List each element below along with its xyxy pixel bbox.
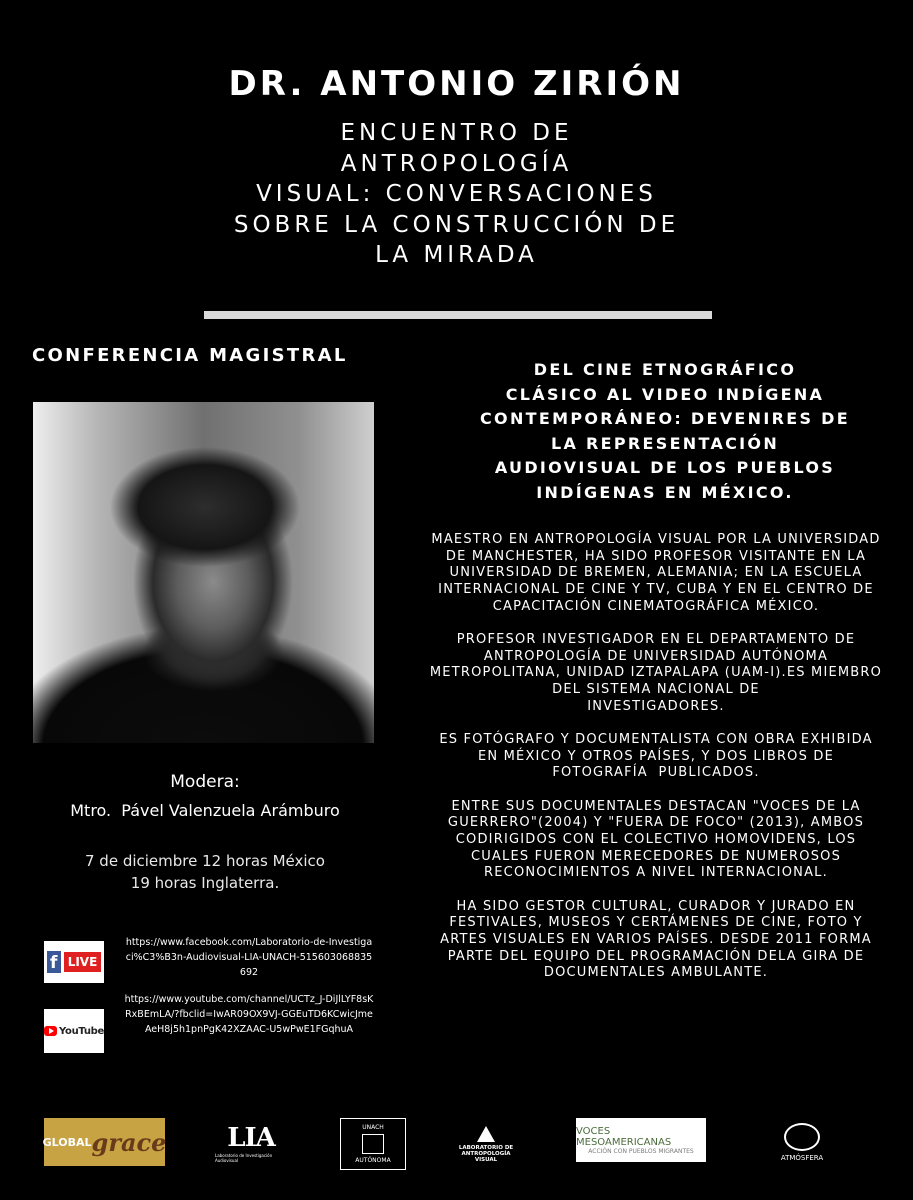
moderator-name: Mtro. Pável Valenzuela Arámburo [70, 801, 340, 820]
lia-logo-subtext: Laboratorio de Investigación Audiovisual [215, 1153, 273, 1163]
bio-line: CAPACITACIÓN CINEMATOGRÁFICA MÉXICO. [492, 598, 820, 614]
bio-line: RECONOCIMIENTOS A NIVEL INTERNACIONAL. [484, 865, 828, 881]
bio-line: ARTES VISUALES EN VARIOS PAÍSES. DESDE 2011 FORMA [440, 932, 872, 948]
conference-label: CONFERENCIA MAGISTRAL [32, 345, 348, 366]
schedule [40, 850, 370, 894]
talk-title-line: AUDIOVISUAL DE LOS PUEBLOS [494, 458, 836, 477]
lab-mark-icon [477, 1126, 495, 1142]
facebook-live-badge[interactable] [44, 941, 104, 983]
subtitle-line: ANTROPOLOGÍA [340, 150, 573, 177]
youtube-label: YouTube [59, 1025, 104, 1037]
bio-line: FOTOGRAFÍA PUBLICADOS. [552, 765, 760, 781]
bio-line: DE MANCHESTER, HA SIDO PROFESOR VISITANTE EN LA [445, 548, 867, 564]
subtitle-line: SOBRE LA CONSTRUCCIÓN DE [233, 211, 680, 238]
subtitle-line: LA MIRADA [375, 242, 538, 268]
bio-line: PARTE DEL EQUIPO DEL PROGRAMACIÓN DELA GIRA DE [447, 948, 865, 964]
global-grace-logo [44, 1118, 165, 1166]
lia-logo [215, 1118, 287, 1168]
bio-line: PROFESOR INVESTIGADOR EN EL DEPARTAMENTO DE [456, 632, 856, 648]
voces-logo-text: VOCES MESOAMERICANAS [576, 1125, 672, 1148]
moderator-label: Modera: [170, 772, 240, 792]
schedule-line: 19 horas Inglaterra. [130, 874, 280, 892]
lia-logo-text: LIA [227, 1123, 275, 1153]
bio-line: EN MÉXICO Y OTROS PAÍSES, Y DOS LIBROS DE [477, 748, 835, 764]
seal-shield-icon [362, 1134, 384, 1154]
page-title: DR. ANTONIO ZIRIÓN [228, 64, 685, 104]
global-grace-text-b: grace [91, 1127, 167, 1157]
voces-mesoamericanas-logo [576, 1118, 706, 1162]
bio-line: DEL SISTEMA NACIONAL DE [552, 682, 760, 698]
talk-title-line: CLÁSICO AL VIDEO INDÍGENA [505, 384, 825, 404]
bio-paragraph [410, 799, 902, 883]
talk-title-line: INDÍGENAS EN MÉXICO. [536, 482, 794, 502]
event-subtitle [170, 118, 743, 271]
talk-title-line: LA REPRESENTACIÓN [550, 433, 780, 453]
bio-line: DOCUMENTALES AMBULANTE. [543, 965, 769, 981]
subtitle-line: ENCUENTRO DE [340, 120, 573, 146]
bio-line: GUERRERO"(2004) Y "FUERA DE FOCO" (2013), AMBOS [447, 815, 865, 831]
atmosfera-logo [778, 1118, 826, 1166]
facebook-icon: f [47, 951, 61, 973]
youtube-link[interactable]: https://www.youtube.com/channel/UCTz_J-DiJlLYF8sKRxBEmLA/?fbclid=IwAR09OX9VJ-GGEuTD6KCwicJmeAeH8j5h1pnPgK42XZAAC-U5wPwE1FGqhuA [124, 994, 374, 1035]
bio-line: ES FOTÓGRAFO Y DOCUMENTALISTA CON OBRA EXHIBIDA [439, 732, 873, 748]
bio-line: INTERNACIONAL DE CINE Y TV, CUBA Y EN EL CENTRO DE [438, 582, 874, 598]
bio-line: MAESTRO EN ANTROPOLOGÍA VISUAL POR LA UNIVERSIDAD [431, 532, 881, 547]
youtube-badge[interactable] [44, 1009, 104, 1053]
bio-line: UNIVERSIDAD DE BREMEN, ALEMANIA; EN LA ESCUELA [449, 565, 863, 581]
bio-line: INVESTIGADORES. [587, 698, 725, 714]
schedule-line: 7 de diciembre 12 horas México [85, 852, 325, 870]
subtitle-line: VISUAL: CONVERSACIONES [256, 181, 657, 207]
speaker-bio [410, 532, 902, 999]
divider [204, 311, 712, 319]
lab-antropologia-visual-logo [458, 1118, 514, 1170]
atmosfera-ring-icon [784, 1123, 820, 1151]
facebook-link[interactable]: https://www.facebook.com/Laboratorio-de-Investigaci%C3%B3n-Audiovisual-LIA-UNACH-515603068835692 [125, 937, 373, 978]
seal-bottom-text: AUTÓNOMA [355, 1157, 391, 1164]
bio-line: FESTIVALES, MUSEOS Y CERTÁMENES DE CINE, FOTO Y [449, 915, 863, 931]
seal-top-text: UNACH [362, 1124, 384, 1131]
lab-logo-text: LABORATORIO DE ANTROPOLOGÍA VISUAL [458, 1144, 514, 1163]
bio-line: METROPOLITANA, UNIDAD IZTAPALAPA (UAM-I).ES MIEMBRO [429, 665, 883, 681]
bio-paragraph [410, 732, 902, 782]
bio-paragraph [410, 532, 902, 616]
atmosfera-logo-text: ATMÓSFERA [780, 1153, 824, 1162]
bio-line: ANTROPOLOGÍA DE UNIVERSIDAD AUTÓNOMA [483, 648, 829, 664]
bio-line: CODIRIGIDOS CON EL COLECTIVO HOMOVIDENS, LOS [455, 832, 857, 848]
bio-paragraph [410, 632, 902, 716]
live-label: LIVE [64, 952, 102, 972]
bio-line: CUALES FUERON MERECEDORES DE NUMEROSOS [470, 848, 842, 864]
talk-title-line: CONTEMPORÁNEO: DEVENIRES DE [480, 409, 850, 428]
university-seal-logo [340, 1118, 406, 1170]
speaker-photo [33, 402, 374, 743]
global-grace-text-a: GLOBAL [42, 1135, 92, 1149]
youtube-icon [44, 1026, 57, 1036]
bio-line: HA SIDO GESTOR CULTURAL, CURADOR Y JURADO EN [456, 898, 856, 914]
talk-title [460, 358, 870, 505]
voces-logo-subtext: ACCIÓN CON PUEBLOS MIGRANTES [588, 1147, 694, 1155]
talk-title-line: DEL CINE ETNOGRÁFICO [533, 360, 797, 379]
bio-paragraph [410, 899, 902, 983]
bio-line: ENTRE SUS DOCUMENTALES DESTACAN "VOCES DE LA [451, 798, 861, 814]
